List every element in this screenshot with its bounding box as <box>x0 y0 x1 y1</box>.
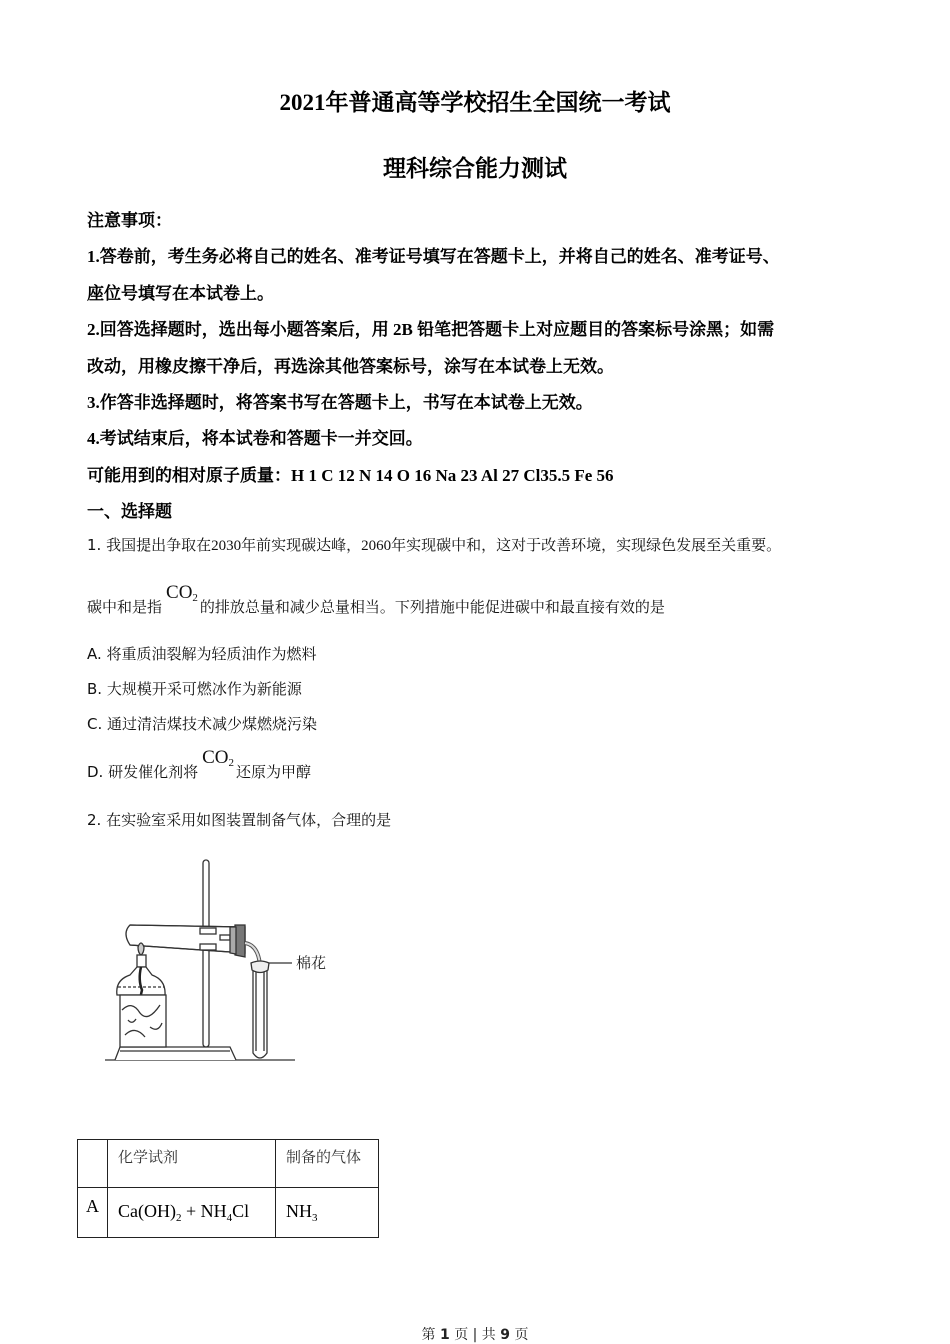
cotton-label: 棉花 <box>296 954 327 972</box>
note-line: 1.答卷前，考生务必将自己的姓名、准考证号填写在答题卡上，并将自己的姓名、准考证号、 <box>87 247 780 266</box>
table-header-cell: 化学试剂 <box>108 1140 276 1188</box>
exam-title: 2021年普通高等学校招生全国统一考试 <box>279 90 671 115</box>
option-label: D. <box>87 763 104 781</box>
question-text: 的排放总量和减少总量相当。下列措施中能促进碳中和最直接有效的是 <box>199 598 665 616</box>
question-text: 在实验室采用如图装置制备气体，合理的是 <box>106 811 392 829</box>
option-b[interactable] <box>87 678 302 699</box>
note-line: 2.回答选择题时，选出每小题答案后，用 2B 铅笔把答题卡上对应题目的答案标号涂黑；如需 <box>87 320 775 339</box>
option-text: 研发催化剂将 <box>108 763 199 781</box>
option-label: A. <box>87 645 102 663</box>
atomic-masses: 可能用到的相对原子质量：H 1 C 12 N 14 O 16 Na 23 Al 27 Cl35.5 Fe 56 <box>87 466 614 485</box>
question-1-line2 <box>87 582 665 618</box>
option-text: 还原为甲醇 <box>236 763 312 781</box>
note-line: 座位号填写在本试卷上。 <box>87 284 274 303</box>
option-text: 大规模开采可燃冰作为新能源 <box>106 680 302 698</box>
question-text: 我国提出争取在2030年前实现碳达峰，2060年实现碳中和，这对于改善环境，实现绿色发展至关重要。 <box>106 538 782 554</box>
current-page: 1 <box>439 1327 450 1343</box>
chemical-formula: $CO_2$ <box>166 582 198 604</box>
table-header-cell: 制备的气体 <box>276 1140 379 1188</box>
question-number: 2. <box>87 811 102 829</box>
option-a[interactable] <box>87 643 317 664</box>
note-line: 4.考试结束后，将本试卷和答题卡一并交回。 <box>87 429 423 448</box>
question-text: 碳中和是指 <box>87 598 163 616</box>
note-line: 3.作答非选择题时，将答案书写在答题卡上，书写在本试卷上无效。 <box>87 393 593 412</box>
total-pages: 9 <box>500 1327 511 1343</box>
gas-cell: $NH_3$ <box>276 1188 379 1238</box>
option-label: B. <box>87 680 103 698</box>
notes-heading: 注意事项： <box>87 211 172 230</box>
table-header-row <box>78 1140 379 1188</box>
table-row[interactable] <box>78 1188 379 1238</box>
lab-apparatus-figure <box>100 855 350 1070</box>
option-c[interactable] <box>87 713 317 734</box>
section-heading: 一、选择题 <box>87 502 172 521</box>
row-label: A <box>78 1188 108 1238</box>
option-text: 通过清洁煤技术减少煤燃烧污染 <box>107 715 318 733</box>
page-footer: 第 1 页 | 共 9 页 <box>421 1327 529 1343</box>
option-text: 将重质油裂解为轻质油作为燃料 <box>106 645 317 663</box>
reagent-cell: $Ca(OH)_2 + NH_4Cl$ <box>108 1188 276 1238</box>
table-header-cell <box>78 1140 108 1188</box>
exam-subtitle: 理科综合能力测试 <box>383 156 567 181</box>
option-label: C. <box>87 715 103 733</box>
reagent-table <box>77 1139 379 1238</box>
chemical-formula: $CO_2$ <box>202 747 235 769</box>
question-number: 1. <box>87 536 102 554</box>
question-1-line1 <box>87 534 781 555</box>
note-line: 改动，用橡皮擦干净后，再选涂其他答案标号，涂写在本试卷上无效。 <box>87 357 614 376</box>
question-2 <box>87 809 391 830</box>
option-d[interactable] <box>87 747 312 783</box>
